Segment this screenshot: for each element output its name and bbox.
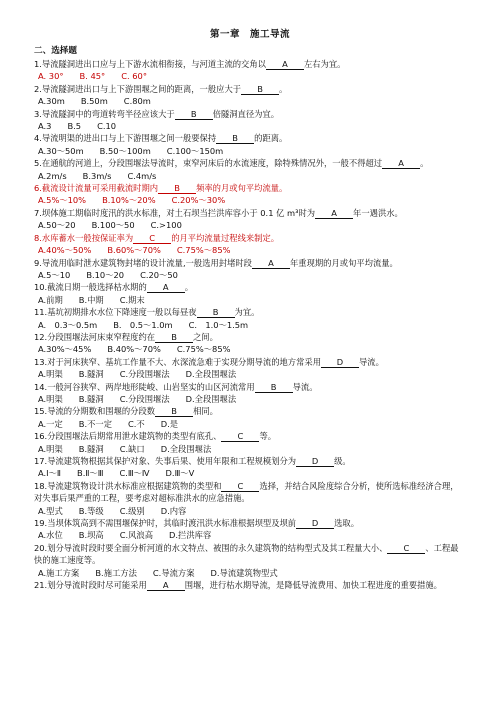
answer-option: B.Ⅱ～Ⅲ [77,468,104,479]
answer-options [34,443,466,455]
answer-option: A.水位 [38,530,63,541]
question-tail: 相同。 [193,406,218,417]
answer-blank: D [296,518,334,529]
answer-option: A. 30° [38,71,64,82]
question-tail: 年一遇洪水。 [353,207,403,218]
answer-option: A.明渠 [38,443,63,454]
answer-blank: C [221,431,259,442]
answer-blank: A [315,208,353,219]
answer-blank: D [321,357,359,368]
answer-options [34,467,466,479]
question-stem: 20.划分导流时段时要全面分析河道的水文特点、被围的永久建筑物的结构型式及其工程量大小、 [34,542,388,553]
question-stem: 2.导流隧洞进出口与上下游围堰之间的距离，一般应大于 [34,83,242,94]
answer-option: A.型式 [38,505,63,516]
answer-option: A.5%～10% [38,195,87,206]
answer-option: C.缺口 [119,443,145,454]
question-text [34,381,466,393]
question-text [34,405,466,417]
question-tail: 级。 [334,456,351,466]
answer-blank: B [241,84,279,95]
answer-blank: A [266,59,304,70]
answer-option: A.5～10 [38,269,71,280]
answer-blank: A [382,158,420,169]
answer-option: C.分段围堰法 [119,369,170,380]
question-stem: 12.分段围堰法河床束窄程度约在 [34,331,156,342]
answer-option: B.5 [67,121,82,132]
answer-option: B.3m/s [82,170,112,181]
answer-option: B.40%～70% [107,344,161,355]
answer-option: C.导流方案 [152,567,195,578]
answer-option: C.风浪高 [119,530,154,541]
answer-option: D.导流建筑物型式 [210,567,278,578]
question-text [34,306,466,318]
question-tail: 选取。 [334,518,360,529]
answer-option: A. 0.3～0.5m [38,319,98,330]
question-stem: 16.分段围堰法后期常用泄水建筑物的类型有底孔、 [34,431,222,442]
answer-option: C.期末 [119,294,145,305]
answer-option: D.Ⅲ～Ⅴ [165,468,195,479]
answer-blank: B [158,183,196,194]
answer-blank: B [255,382,293,393]
answer-blank: A [147,282,185,293]
question-tail: 频率的月或旬平均流量。 [196,183,288,194]
answer-option: B.等级 [78,505,104,516]
answer-blank: A [147,580,185,591]
question-tail: 。 [420,158,429,169]
answer-options [34,95,466,107]
answer-options [34,120,466,132]
answer-option: C.75%～85% [176,344,231,355]
answer-blank: A [252,258,290,269]
answer-option: C.10 [97,121,117,132]
answer-option: B.施工方法 [95,567,137,578]
answer-options [34,567,466,579]
question-text [34,257,466,269]
answer-option: B.60%～70% [107,245,161,256]
answer-option: D.全段围堰法 [160,443,212,454]
question-text [34,480,466,505]
answer-blank: C [387,543,425,554]
question-text [34,232,466,244]
answer-option: A.40%～50% [38,245,92,256]
answer-option: C.75%～85% [176,245,231,256]
question-tail: 围堰，进行枯水期导流，是降低导流费用、加快工程进度的重要措施。 [184,580,442,591]
answer-option: B.隧洞 [78,443,104,454]
question-tail: 的距离。 [254,133,288,144]
question-tail: 倍隧洞直径为宜。 [212,108,280,119]
answer-options [34,319,466,331]
answer-option: D.是 [160,418,179,429]
answer-option: B.不一定 [78,418,112,429]
question-tail: 导流。 [359,356,384,367]
answer-options [34,343,466,355]
question-stem: 3.导流隧洞中的弯道转弯半径应该大于 [34,108,175,119]
answer-options [34,505,466,517]
answer-option: D.内容 [160,505,187,516]
question-tail: 、工程最快的施工速度等。 [34,542,459,566]
answer-options [34,294,466,306]
question-text [34,579,466,591]
answer-option: B.50～100m [99,145,151,156]
question-stem: 14.一般河谷狭窄、两岸地形陡峻、山岩坚实的山区河流常用 [34,381,255,392]
answer-option: A.30m [38,96,65,107]
answer-options [34,145,466,157]
question-tail: 年重现期的月或旬平均流量。 [289,257,398,268]
question-stem: 10.截流日期一般选择枯水期的 [34,282,147,293]
answer-option: A.一定 [38,418,63,429]
answer-option: C.20%～30% [171,195,226,206]
answer-options [34,269,466,281]
answer-option: C.分段围堰法 [119,393,170,404]
answer-option: B.10～20 [86,269,125,280]
question-text [34,356,466,368]
answer-options [34,368,466,380]
question-stem: 15.导流的分期数和围堰的分段数 [34,406,156,417]
question-stem: 11.基坑初期排水水位下降速度一般以每昼夜 [34,307,197,318]
question-tail: 选择，并结合风险度综合分析，使所选标准经济合理，对失事后果严重的工程，要考虑对超标准洪水的应急措施。 [34,480,459,504]
question-text [34,108,466,120]
answer-option: A.30～50m [38,145,84,156]
question-text [34,58,466,70]
question-list [34,58,466,591]
question-text [34,542,466,567]
answer-option: D.全段围堰法 [185,369,237,380]
question-text [34,132,466,144]
answer-option: D.拦洪库容 [169,530,212,541]
question-stem: 19.当坝体筑高到不需围堰保护时，其临时渡汛洪水标准根据坝型及坝前 [34,518,297,529]
answer-option: C.>100 [150,220,182,231]
chapter-title: 第一章 施工导流 [209,29,290,40]
answer-options [34,194,466,206]
question-text [34,281,466,293]
answer-option: A.30%～45% [38,344,92,355]
answer-option: B.坝高 [78,530,104,541]
answer-option: A.50～20 [38,220,76,231]
question-stem: 7.坝体施工期临时度汛的洪水标准，对土石坝当拦洪库容小于 0.1 亿 m³时为 [34,207,316,218]
answer-option: B.隧洞 [78,393,104,404]
answer-option: B. 45° [79,71,106,82]
question-tail: 为宜。 [234,307,260,318]
answer-option: C. 1.0～1.5m [188,319,249,330]
answer-blank: B [155,332,193,343]
question-text [34,182,466,194]
question-stem: 8.水库蓄水一般按保证率为 [34,232,134,243]
question-tail: 。 [279,83,288,94]
question-text [34,83,466,95]
answer-option: C.不 [128,418,145,429]
answer-blank: B [197,307,235,318]
question-stem: 1.导流隧洞进出口应与上下游水流相衔接，与河道主流的交角以 [34,59,266,69]
answer-option: B.100～50 [91,220,135,231]
question-stem: 6.截流设计流量可采用截流时期内 [34,183,159,194]
answer-options [34,418,466,430]
answer-options [34,70,466,82]
answer-options [34,170,466,182]
section-heading: 二、选择题 [34,46,77,56]
answer-option: C.100～150m [166,145,224,156]
answer-option: A.明渠 [38,393,63,404]
answer-option: B.10%～20% [102,195,156,206]
question-text [34,207,466,219]
answer-blank: B [155,406,193,417]
answer-option: A.前期 [38,294,63,305]
question-stem: 4.导流明渠的进出口与上下游围堰之间一般要保持 [34,133,217,144]
question-stem: 5.在通航的河道上，分段围堰法导流时，束窄河床后的水流速度，除特殊情况外，一般不得超过 [34,158,383,169]
answer-option: C.4m/s [127,170,157,181]
answer-options [34,529,466,541]
answer-blank: B [175,109,213,120]
answer-option: B.50m [80,96,108,107]
question-stem: 13.对于河床狭窄、基坑工作量不大、水深流急难于实现分期导流的地方常采用 [34,356,321,367]
question-tail: 之间。 [193,331,218,342]
question-tail: 。 [184,282,194,293]
answer-option: C.Ⅲ～Ⅳ [119,468,150,479]
question-text [34,331,466,343]
question-stem: 9.导流用临时泄水建筑物封堵的设计流量,一般选用封堵时段 [34,257,252,268]
answer-option: C.20～50 [140,269,178,280]
answer-blank: D [296,456,334,467]
answer-option: C. 60° [121,71,147,82]
answer-option: A.2m/s [38,170,67,181]
answer-option: A.Ⅰ～Ⅱ [38,468,61,479]
answer-option: B. 0.5～1.0m [113,319,173,330]
question-text [34,517,466,529]
answer-option: C.级别 [119,505,145,516]
question-tail: 的月平均流量过程线来制定。 [171,232,280,243]
answer-option: A.明渠 [38,369,63,380]
question-text [34,157,466,169]
question-stem: 21.划分导流时段时尽可能采用 [34,580,147,591]
answer-blank: C [221,481,259,492]
question-tail: 左右为宜。 [303,59,346,69]
answer-options [34,219,466,231]
answer-option: B.隧洞 [78,369,104,380]
answer-blank: C [133,233,171,244]
question-stem: 17.导流建筑物根据其保护对象、失事后果、使用年限和工程规模划分为 [34,456,297,466]
answer-options [34,244,466,256]
answer-option: A.施工方案 [38,567,80,578]
question-stem: 18.导流建筑物设计洪水标准应根据建筑物的类型和 [34,480,222,491]
question-tail: 导流。 [292,381,318,392]
answer-options [34,393,466,405]
question-tail: 等。 [259,431,277,442]
answer-option: C.80m [123,96,151,107]
answer-blank: B [216,133,254,144]
answer-option: B.中期 [78,294,104,305]
question-text [34,455,466,467]
question-text [34,430,466,442]
answer-option: D.全段围堰法 [185,393,237,404]
answer-option: A.3 [38,121,52,132]
